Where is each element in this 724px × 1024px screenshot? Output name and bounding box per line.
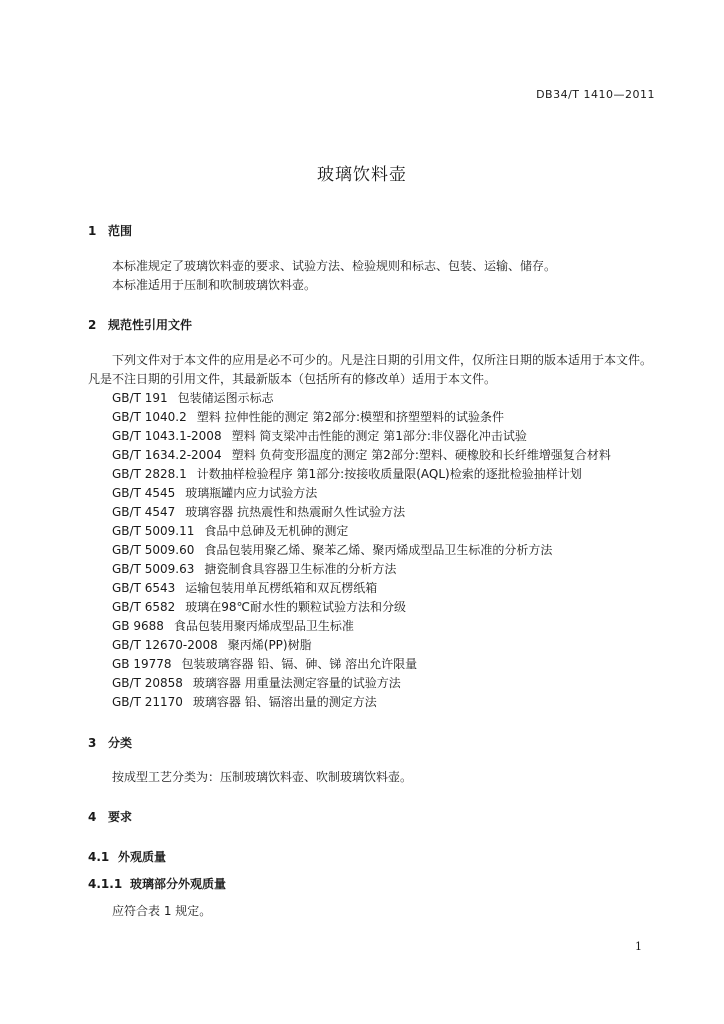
section-title: 分类 [108, 736, 133, 750]
subsection-title: 外观质量 [118, 850, 167, 864]
section-title: 要求 [108, 810, 133, 824]
reference-item [112, 465, 611, 484]
reference-title: 食品中总砷及无机砷的测定 [204, 524, 349, 538]
section-title: 范围 [108, 224, 133, 238]
page-number: 1 [635, 940, 642, 953]
reference-title: 计数抽样检验程序 第1部分:按接收质量限(AQL)检索的逐批检验抽样计划 [196, 467, 582, 481]
reference-code: GB/T 1040.2 [112, 410, 187, 424]
section-3-heading [88, 734, 132, 751]
section-4-1-1-heading [88, 875, 226, 892]
section-number: 3 [88, 736, 97, 750]
reference-title: 塑料 负荷变形温度的测定 第2部分:塑料、硬橡胶和长纤维增强复合材料 [231, 448, 611, 462]
reference-code: GB/T 6582 [112, 600, 176, 614]
section-2-heading [88, 316, 192, 333]
reference-title: 玻璃在98℃耐水性的颗粒试验方法和分级 [185, 600, 407, 614]
reference-title: 玻璃容器 用重量法测定容量的试验方法 [192, 676, 401, 690]
document-title: 玻璃饮料壶 [317, 165, 407, 185]
section-2-intro: 下列文件对于本文件的应用是必不可少的。凡是注日期的引用文件，仅所注日期的版本适用于本文件。凡是不注日期的引用文件，其最新版本（包括所有的修改单）适用于本文件。 [88, 353, 653, 386]
section-4-1-heading [88, 848, 166, 865]
section-number: 4 [88, 810, 97, 824]
reference-item [112, 484, 611, 503]
reference-title: 玻璃容器 铅、镉溶出量的测定方法 [192, 695, 377, 709]
section-4-1-1-paragraph: 应符合表 1 规定。 [112, 904, 212, 918]
section-number: 2 [88, 318, 97, 332]
reference-title: 运输包装用单瓦楞纸箱和双瓦楞纸箱 [185, 581, 378, 595]
reference-item [112, 389, 611, 408]
reference-item [112, 636, 611, 655]
section-3-paragraph: 按成型工艺分类为：压制玻璃饮料壶、吹制玻璃饮料壶。 [112, 770, 413, 784]
reference-code: GB/T 5009.63 [112, 562, 195, 576]
reference-title: 包装储运图示标志 [177, 391, 274, 405]
reference-item [112, 408, 611, 427]
reference-item [112, 579, 611, 598]
section-1-paragraph-2: 本标准适用于压制和吹制玻璃饮料壶。 [112, 278, 317, 292]
section-4-heading [88, 808, 132, 825]
reference-code: GB/T 21170 [112, 695, 183, 709]
reference-item [112, 598, 611, 617]
reference-item [112, 674, 611, 693]
document-code: DB34/T 1410—2011 [536, 88, 655, 101]
reference-code: GB/T 4547 [112, 505, 176, 519]
section-number: 1 [88, 224, 97, 238]
reference-code: GB/T 12670-2008 [112, 638, 218, 652]
reference-code: GB/T 5009.60 [112, 543, 195, 557]
reference-item [112, 541, 611, 560]
section-1-paragraph-1: 本标准规定了玻璃饮料壶的要求、试验方法、检验规则和标志、包装、运输、储存。 [112, 259, 557, 273]
reference-title: 玻璃瓶罐内应力试验方法 [185, 486, 318, 500]
reference-code: GB/T 1043.1-2008 [112, 429, 222, 443]
reference-item [112, 446, 611, 465]
reference-code: GB/T 20858 [112, 676, 183, 690]
section-title: 规范性引用文件 [108, 318, 193, 332]
reference-code: GB 9688 [112, 619, 164, 633]
reference-code: GB/T 191 [112, 391, 168, 405]
reference-code: GB 19778 [112, 657, 172, 671]
reference-list [112, 389, 611, 712]
subsection-title: 玻璃部分外观质量 [130, 877, 227, 891]
reference-code: GB/T 1634.2-2004 [112, 448, 222, 462]
subsection-number: 4.1.1 [88, 877, 123, 891]
reference-code: GB/T 4545 [112, 486, 176, 500]
reference-item [112, 560, 611, 579]
reference-item [112, 503, 611, 522]
reference-title: 食品包装用聚乙烯、聚苯乙烯、聚丙烯成型品卫生标准的分析方法 [204, 543, 553, 557]
reference-title: 食品包装用聚丙烯成型品卫生标准 [173, 619, 354, 633]
reference-title: 塑料 拉伸性能的测定 第2部分:模塑和挤塑塑料的试验条件 [196, 410, 505, 424]
reference-item [112, 427, 611, 446]
reference-item [112, 693, 611, 712]
section-1-heading [88, 222, 132, 239]
reference-title: 玻璃容器 抗热震性和热震耐久性试验方法 [185, 505, 406, 519]
reference-title: 塑料 简支梁冲击性能的测定 第1部分:非仪器化冲击试验 [231, 429, 527, 443]
reference-item [112, 522, 611, 541]
reference-title: 聚丙烯(PP)树脂 [227, 638, 312, 652]
reference-item [112, 655, 611, 674]
reference-code: GB/T 6543 [112, 581, 176, 595]
reference-title: 包装玻璃容器 铅、镉、砷、锑 溶出允许限量 [181, 657, 418, 671]
reference-item [112, 617, 611, 636]
reference-code: GB/T 5009.11 [112, 524, 195, 538]
subsection-number: 4.1 [88, 850, 110, 864]
reference-code: GB/T 2828.1 [112, 467, 187, 481]
reference-title: 搪瓷制食具容器卫生标准的分析方法 [204, 562, 397, 576]
